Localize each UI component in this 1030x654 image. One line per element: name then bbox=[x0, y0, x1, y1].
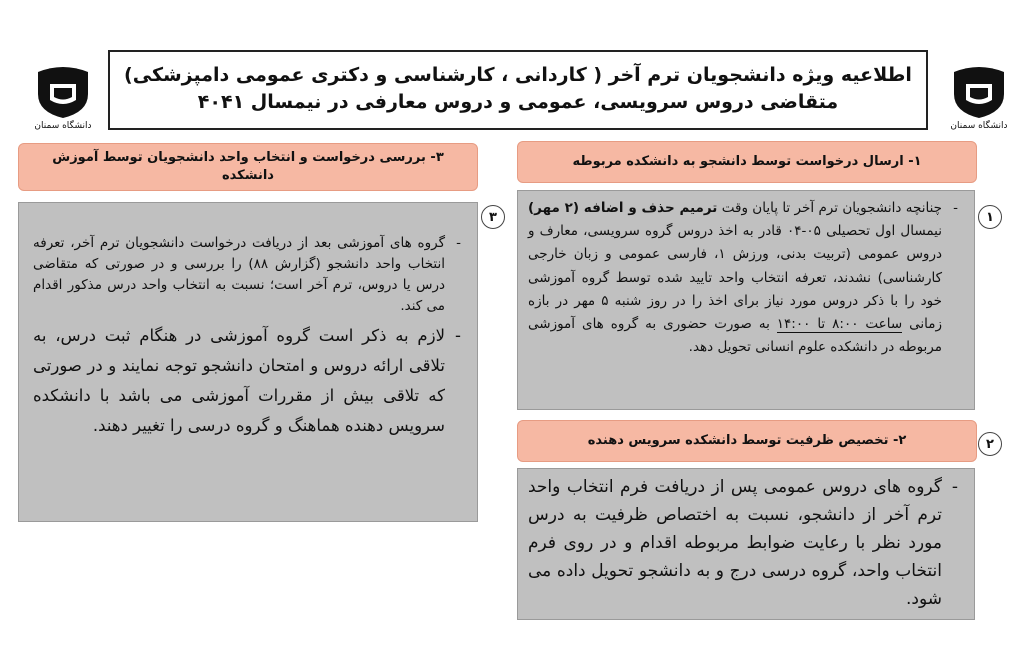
university-emblem-icon bbox=[30, 64, 96, 120]
step1-number-badge: ۱ bbox=[978, 205, 1002, 229]
step2-header: ۲- تخصیص ظرفیت توسط دانشکده سرویس دهنده bbox=[517, 420, 977, 462]
step2-number-badge: ۲ bbox=[978, 432, 1002, 456]
step1-header: ۱- ارسال درخواست توسط دانشجو به دانشکده مربوطه bbox=[517, 141, 977, 183]
title-line-2: متقاضی دروس سرویسی، عمومی و دروس معارفی در نیمسال ۴۰۴۱ bbox=[197, 91, 839, 113]
step3-header: ۳- بررسی درخواست و انتخاب واحد دانشجویان توسط آموزش دانشکده bbox=[18, 143, 478, 191]
logo-caption: دانشگاه سمنان bbox=[34, 121, 92, 131]
step3-number-badge: ۳ bbox=[481, 205, 505, 229]
step3-text-1: - گروه های آموزشی بعد از دریافت درخواست دانشجویان ترم آخر، تعرفه انتخاب واحد دانشجو (گزارش ۸۸) را بررسی و در صورتی که متقاضی درس یا دروس، ترم آخر است؛ نسبت به انتخاب واحد درس مذکور اقدام می کند. bbox=[33, 233, 445, 317]
step3-panel bbox=[18, 202, 478, 522]
university-logo-left bbox=[30, 64, 96, 140]
step1-text: - چنانچه دانشجویان ترم آخر تا پایان وقت ترمیم حذف و اضافه (۲ مهر) نیمسال اول تحصیلی ۰۵-۰۴ قادر به اخذ دروس گروه سرویسی، معارف و دروس عمومی (تربیت بدنی، ورزش ۱، فارسی عمومی و زبان خارجی کارشناسی) نشدند، تعرفه انتخاب واحد تایید شده توسط گروه آموزشی خود را با ذکر دروس مورد نیاز برای اخذ را در روز شنبه ۵ مهر در بازه زمانی ساعت ۸:۰۰ تا ۱۴:۰۰ به صورت حضوری به گروه های آموزشی مربوطه در دانشکده علوم انسانی تحویل دهد. bbox=[528, 197, 942, 359]
step2-text: - گروه های دروس عمومی پس از دریافت فرم انتخاب واحد ترم آخر از دانشجو، نسبت به اختصاص ظرفیت به درس مورد نظر با رعایت ضوابط مربوطه اقدام و در روی فرم انتخاب واحد، گروه درسی درج و به دانشجو تحویل داده می شود. bbox=[528, 473, 942, 613]
university-logo-right bbox=[946, 64, 1012, 140]
logo-caption: دانشگاه سمنان bbox=[950, 121, 1008, 131]
title-line-1: اطلاعیه ویژه دانشجویان ترم آخر ( کاردانی ، کارشناسی و دکتری عمومی دامپزشکی) bbox=[124, 64, 912, 86]
announcement-title bbox=[108, 50, 928, 130]
step3-text-2: - لازم به ذکر است گروه آموزشی در هنگام ثبت درس، به تلاقی ارائه دروس و امتحان دانشجو توجه نمایند و در صورتی که تلاقی بیش از مقررات آموزشی می باشد با دانشکده سرویس دهنده هماهنگ و گروه درسی را تغییر دهند. bbox=[33, 321, 445, 441]
university-emblem-icon bbox=[946, 64, 1012, 120]
step1-panel bbox=[517, 190, 975, 410]
step2-panel bbox=[517, 468, 975, 620]
